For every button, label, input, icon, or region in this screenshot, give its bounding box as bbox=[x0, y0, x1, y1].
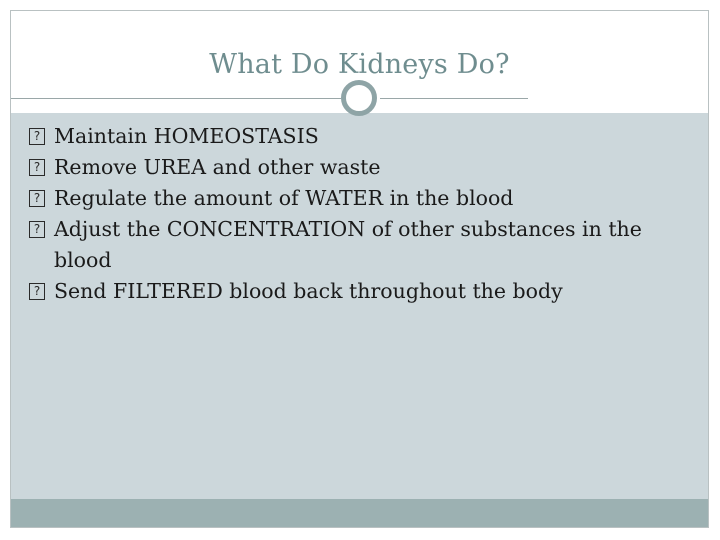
footer-bar bbox=[11, 499, 708, 527]
missing-glyph-box-icon: ? bbox=[29, 221, 45, 238]
missing-glyph-box-icon: ? bbox=[29, 128, 45, 145]
title-divider-left bbox=[11, 98, 341, 99]
bullet-item bbox=[29, 214, 694, 276]
bullet-list bbox=[29, 121, 694, 307]
bullet-item bbox=[29, 121, 694, 152]
bullet-text: Regulate the amount of WATER in the blood bbox=[54, 186, 514, 210]
missing-glyph-box-icon: ? bbox=[29, 190, 45, 207]
missing-glyph-box-icon: ? bbox=[29, 283, 45, 300]
bullet-text: Remove UREA and other waste bbox=[54, 155, 381, 179]
ring-ornament-icon bbox=[341, 80, 377, 116]
title-divider-right bbox=[380, 98, 528, 99]
bullet-text: Adjust the CONCENTRATION of other substances in the blood bbox=[54, 217, 642, 272]
missing-glyph-box-icon: ? bbox=[29, 159, 45, 176]
bullet-text: Maintain HOMEOSTASIS bbox=[54, 124, 319, 148]
bullet-item bbox=[29, 152, 694, 183]
content-area bbox=[11, 113, 708, 499]
bullet-text: Send FILTERED blood back throughout the body bbox=[54, 279, 563, 303]
bullet-item bbox=[29, 276, 694, 307]
slide-title: What Do Kidneys Do? bbox=[209, 49, 510, 80]
bullet-item bbox=[29, 183, 694, 214]
